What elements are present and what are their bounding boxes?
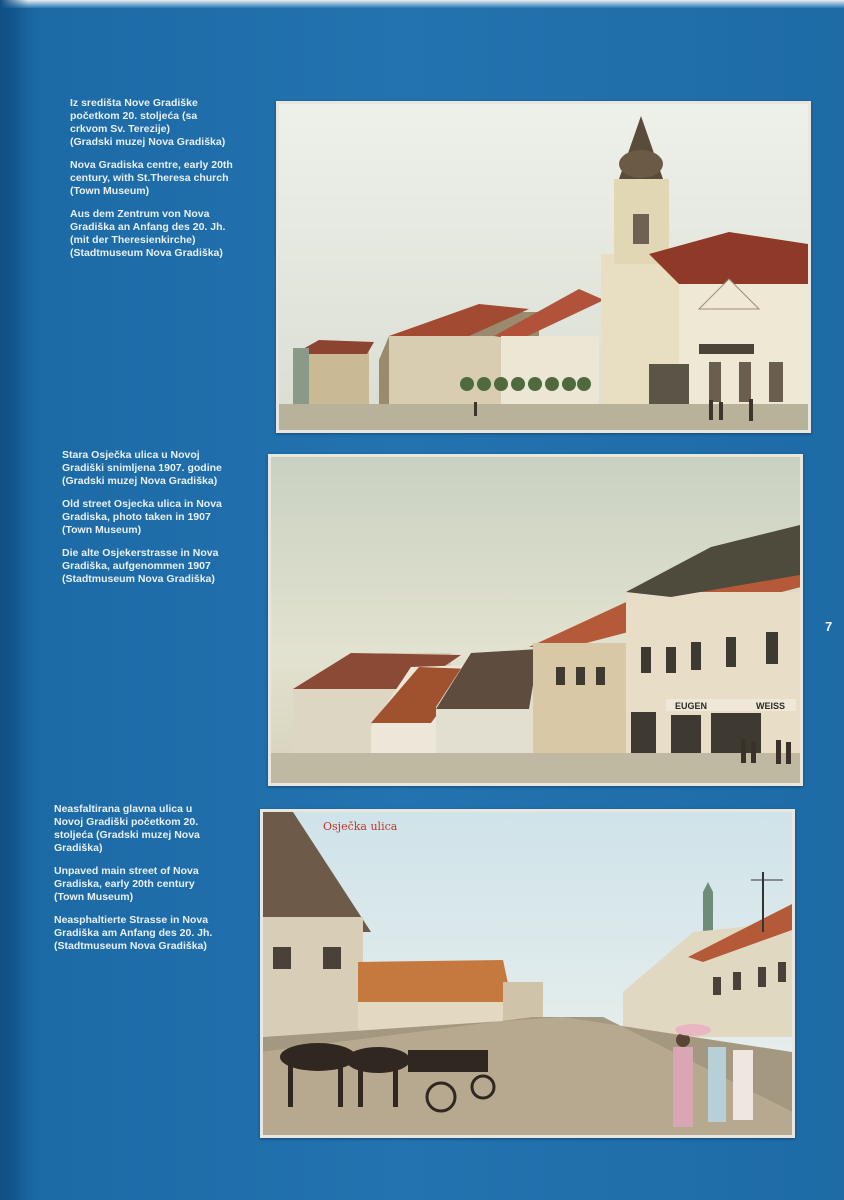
caption-german: Aus dem Zentrum von Nova Gradiška an Anfang des 20. Jh. (mit der Theresienkirche) (Stadtmuseum Nova Gradiška) [70,208,226,259]
postcard-label: Osječka ulica [323,820,398,833]
caption-german: Die alte Osjekerstrasse in Nova Gradiška, aufgenommen 1907 (Stadtmuseum Nova Gradiška) [62,547,219,585]
shop-sign-eugen: EUGEN [675,701,708,711]
caption-german: Neasphaltierte Strasse in Nova Gradiška am Anfang des 20. Jh. (Stadtmuseum Nova Gradiška) [54,914,213,952]
caption-croatian: Iz središta Nove Gradiške početkom 20. stoljeća (sa crkvom Sv. Terezije) (Gradski muzej Nova Gradiška) [70,97,226,148]
page-number: 7 [825,619,833,634]
caption-croatian: Neasfaltirana glavna ulica u Novoj Gradiški početkom 20. stoljeća (Gradski muzej Nova Gradiška) [54,803,200,854]
photo-osjecka-street-1907 [268,454,803,786]
caption-english: Nova Gradiska centre, early 20th century, with St.Theresa church (Town Museum) [70,159,233,197]
caption-english: Unpaved main street of Nova Gradiska, early 20th century (Town Museum) [54,865,199,903]
shop-sign-weiss: WEISS [756,701,786,711]
page-top-edge [0,0,844,8]
caption-croatian: Stara Osječka ulica u Novoj Gradiški snimljena 1907. godine (Gradski muzej Nova Gradiška) [62,449,222,487]
page-binding-shadow [0,0,28,1200]
caption-english: Old street Osjecka ulica in Nova Gradiska, photo taken in 1907 (Town Museum) [62,498,222,536]
caption-block-osjecka-1907 [62,449,262,596]
caption-block-main-street [54,803,254,963]
postcard-unpaved-main-street [260,809,795,1138]
caption-block-centre [70,97,270,270]
photo-town-centre [276,101,811,433]
